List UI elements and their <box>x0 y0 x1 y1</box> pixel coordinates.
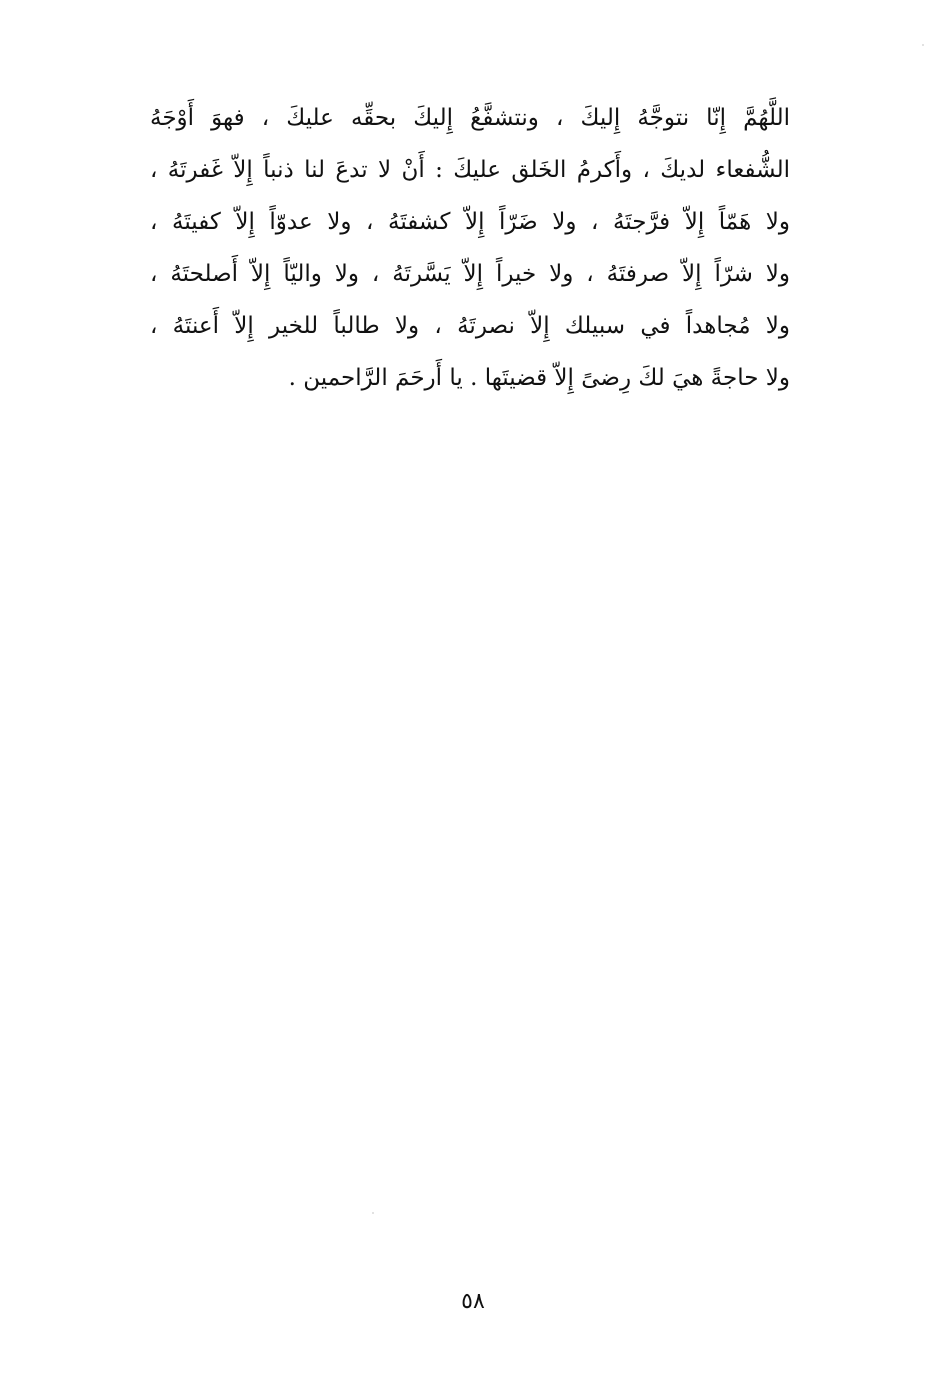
scan-speck <box>372 1212 374 1214</box>
page-number: ٥٨ <box>461 1289 485 1314</box>
text-line-6: ولا حاجةً هيَ لكَ رِضىً إِلاّ قضيتَها . يا أَرحَمَ الرَّاحمين . <box>288 365 790 391</box>
text-line-2: الشُّفعاء لديكَ ، وأَكرمُ الخَلق عليكَ : أَنْ لا تدعَ لنا ذنباً إِلاّ غَفرتَهُ ، <box>150 157 790 183</box>
text-line-3: ولا هَمّاً إِلاّ فرَّجتَهُ ، ولا ضَرّاً إِلاّ كشفتَهُ ، ولا عدوّاً إِلاّ كفيتَهُ ، <box>150 209 790 235</box>
text-line-4: ولا شرّاً إِلاّ صرفتَهُ ، ولا خيراً إِلاّ يَسَّرتَهُ ، ولا واليّاً إِلاّ أَصلحتَهُ ، <box>150 261 790 287</box>
text-line-5: ولا مُجاهداً في سبيلك إِلاّ نصرتَهُ ، ولا طالباً للخير إِلاّ أَعنتَهُ ، <box>150 313 790 339</box>
scan-speck <box>922 44 924 46</box>
prayer-text-block <box>150 92 790 404</box>
text-line-1: اللَّهُمَّ إِنّا نتوجَّهُ إِليكَ ، ونتشفَّعُ إِليكَ بحقِّه عليكَ ، فهوَ أَوْجَهُ <box>150 105 790 131</box>
